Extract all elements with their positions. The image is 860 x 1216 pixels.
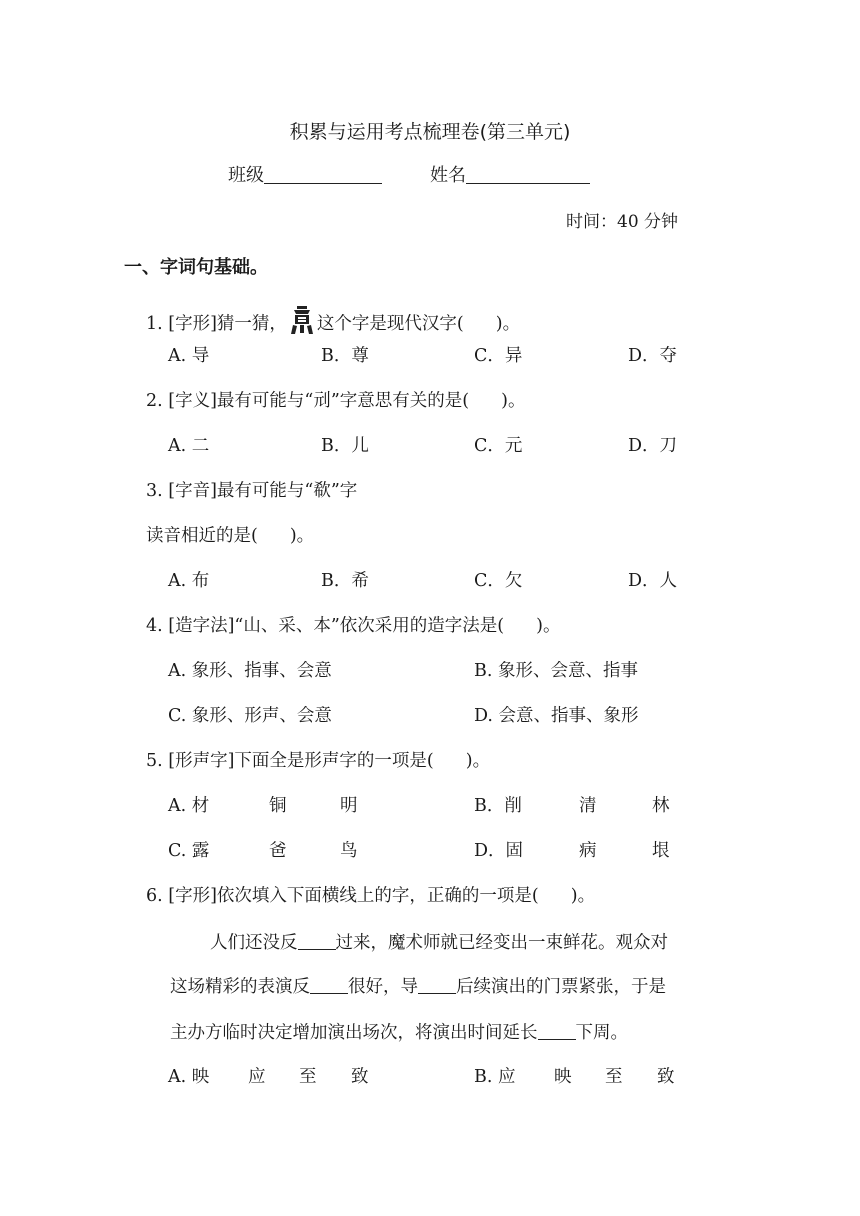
option-char: 鸟 xyxy=(340,841,358,861)
name-blank[interactable] xyxy=(466,165,590,184)
option-char: 明 xyxy=(340,796,358,816)
q5-text: 5. [形声字]下面全是形声字的一项是( xyxy=(146,751,434,771)
fill-blank[interactable] xyxy=(310,976,348,994)
question-2 xyxy=(146,387,525,412)
q4-option-a[interactable]: A. 象形、指事、会意 xyxy=(168,661,332,681)
option-char: 垠 xyxy=(652,841,670,861)
q6-option-b[interactable] xyxy=(474,1063,675,1088)
q2-end: )。 xyxy=(501,391,526,411)
passage-text: 人们还没反 xyxy=(210,933,298,953)
class-field xyxy=(228,161,382,187)
passage-line-2 xyxy=(170,973,666,998)
passage-text: 主办方临时决定增加演出场次，将演出时间延长 xyxy=(170,1023,538,1043)
time-limit: 时间：40 分钟 xyxy=(566,212,679,232)
question-1 xyxy=(146,305,520,335)
q5-end: )。 xyxy=(465,751,491,771)
q4-end: )。 xyxy=(536,616,561,636)
option-char: 致 xyxy=(351,1067,369,1087)
q3-option-b[interactable]: B．希 xyxy=(321,571,369,591)
class-blank[interactable] xyxy=(264,165,382,184)
name-label: 姓名 xyxy=(430,165,466,186)
question-6 xyxy=(146,882,595,907)
question-4 xyxy=(146,612,560,637)
name-field xyxy=(430,161,590,187)
option-char: 林 xyxy=(652,796,670,816)
question-5 xyxy=(146,747,490,772)
option-label: B．削 xyxy=(474,796,522,816)
q4-option-b[interactable]: B. 象形、会意、指事 xyxy=(474,661,638,681)
q2-option-c[interactable]: C．元 xyxy=(474,436,523,456)
option-char: 清 xyxy=(579,796,597,816)
q1-prefix: 1. [字形]猜一猜， xyxy=(146,314,287,334)
passage-text: 很好，导 xyxy=(348,977,418,997)
q4-option-d[interactable]: D. 会意、指事、象形 xyxy=(474,706,639,726)
option-char: 至 xyxy=(605,1067,623,1087)
q5-option-a[interactable] xyxy=(168,792,358,817)
question-3-line1: 3. [字音]最有可能与“欷”字 xyxy=(146,481,358,501)
fill-blank[interactable] xyxy=(538,1022,576,1040)
q6-option-a[interactable] xyxy=(168,1063,369,1088)
option-char: 至 xyxy=(299,1067,317,1087)
option-label: D．固 xyxy=(474,841,524,861)
option-char: 爸 xyxy=(269,841,287,861)
q2-option-d[interactable]: D．刀 xyxy=(628,436,678,456)
passage-line-1 xyxy=(210,929,668,954)
option-char: 应 xyxy=(248,1067,266,1087)
q3-option-d[interactable]: D．人 xyxy=(628,571,678,591)
q3-option-c[interactable]: C．欠 xyxy=(474,571,523,591)
option-label: C. 露 xyxy=(168,841,210,861)
q1-option-c[interactable]: C．异 xyxy=(474,346,523,366)
q4-option-c[interactable]: C. 象形、形声、会意 xyxy=(168,706,332,726)
option-label: A. 材 xyxy=(168,796,210,816)
q1-option-a[interactable]: A. 导 xyxy=(168,346,210,366)
question-3-line2 xyxy=(146,522,314,547)
q4-text: 4. [造字法]“山、采、本”依次采用的造字法是( xyxy=(146,616,505,636)
class-label: 班级 xyxy=(228,165,264,186)
option-char: 致 xyxy=(657,1067,675,1087)
q3-text: 读音相近的是( xyxy=(146,526,258,546)
passage-text: 这场精彩的表演反 xyxy=(170,977,310,997)
fill-blank[interactable] xyxy=(298,932,336,950)
option-label: A. 映 xyxy=(168,1067,210,1087)
q6-end: )。 xyxy=(570,886,596,906)
option-char: 映 xyxy=(554,1067,572,1087)
q2-option-b[interactable]: B．儿 xyxy=(321,436,369,456)
ancient-character-glyph-icon xyxy=(289,305,315,335)
q5-option-c[interactable] xyxy=(168,837,358,862)
option-char: 铜 xyxy=(269,796,287,816)
passage-text: 下周。 xyxy=(575,1023,628,1043)
q5-option-d[interactable] xyxy=(474,837,670,862)
option-char: 病 xyxy=(579,841,597,861)
q3-end: )。 xyxy=(289,526,315,546)
q1-option-d[interactable]: D．夺 xyxy=(628,346,678,366)
q1-text: 这个字是现代汉字( xyxy=(316,314,464,334)
q3-option-a[interactable]: A. 布 xyxy=(168,571,210,591)
fill-blank[interactable] xyxy=(418,976,456,994)
q2-text: 2. [字义]最有可能与“刓”字意思有关的是( xyxy=(146,391,470,411)
passage-text: 过来，魔术师就已经变出一束鲜花。观众对 xyxy=(335,933,668,953)
q2-option-a[interactable]: A. 二 xyxy=(168,436,210,456)
q1-option-b[interactable]: B．尊 xyxy=(321,346,369,366)
passage-line-3 xyxy=(170,1019,628,1044)
q6-text: 6. [字形]依次填入下面横线上的字，正确的一项是( xyxy=(146,886,539,906)
q1-end: )。 xyxy=(495,314,521,334)
section-heading: 一、字词句基础。 xyxy=(124,257,268,278)
page-title: 积累与运用考点梳理卷(第三单元) xyxy=(289,121,571,143)
option-label: B. 应 xyxy=(474,1067,516,1087)
passage-text: 后续演出的门票紧张，于是 xyxy=(456,977,666,997)
q5-option-b[interactable] xyxy=(474,792,670,817)
